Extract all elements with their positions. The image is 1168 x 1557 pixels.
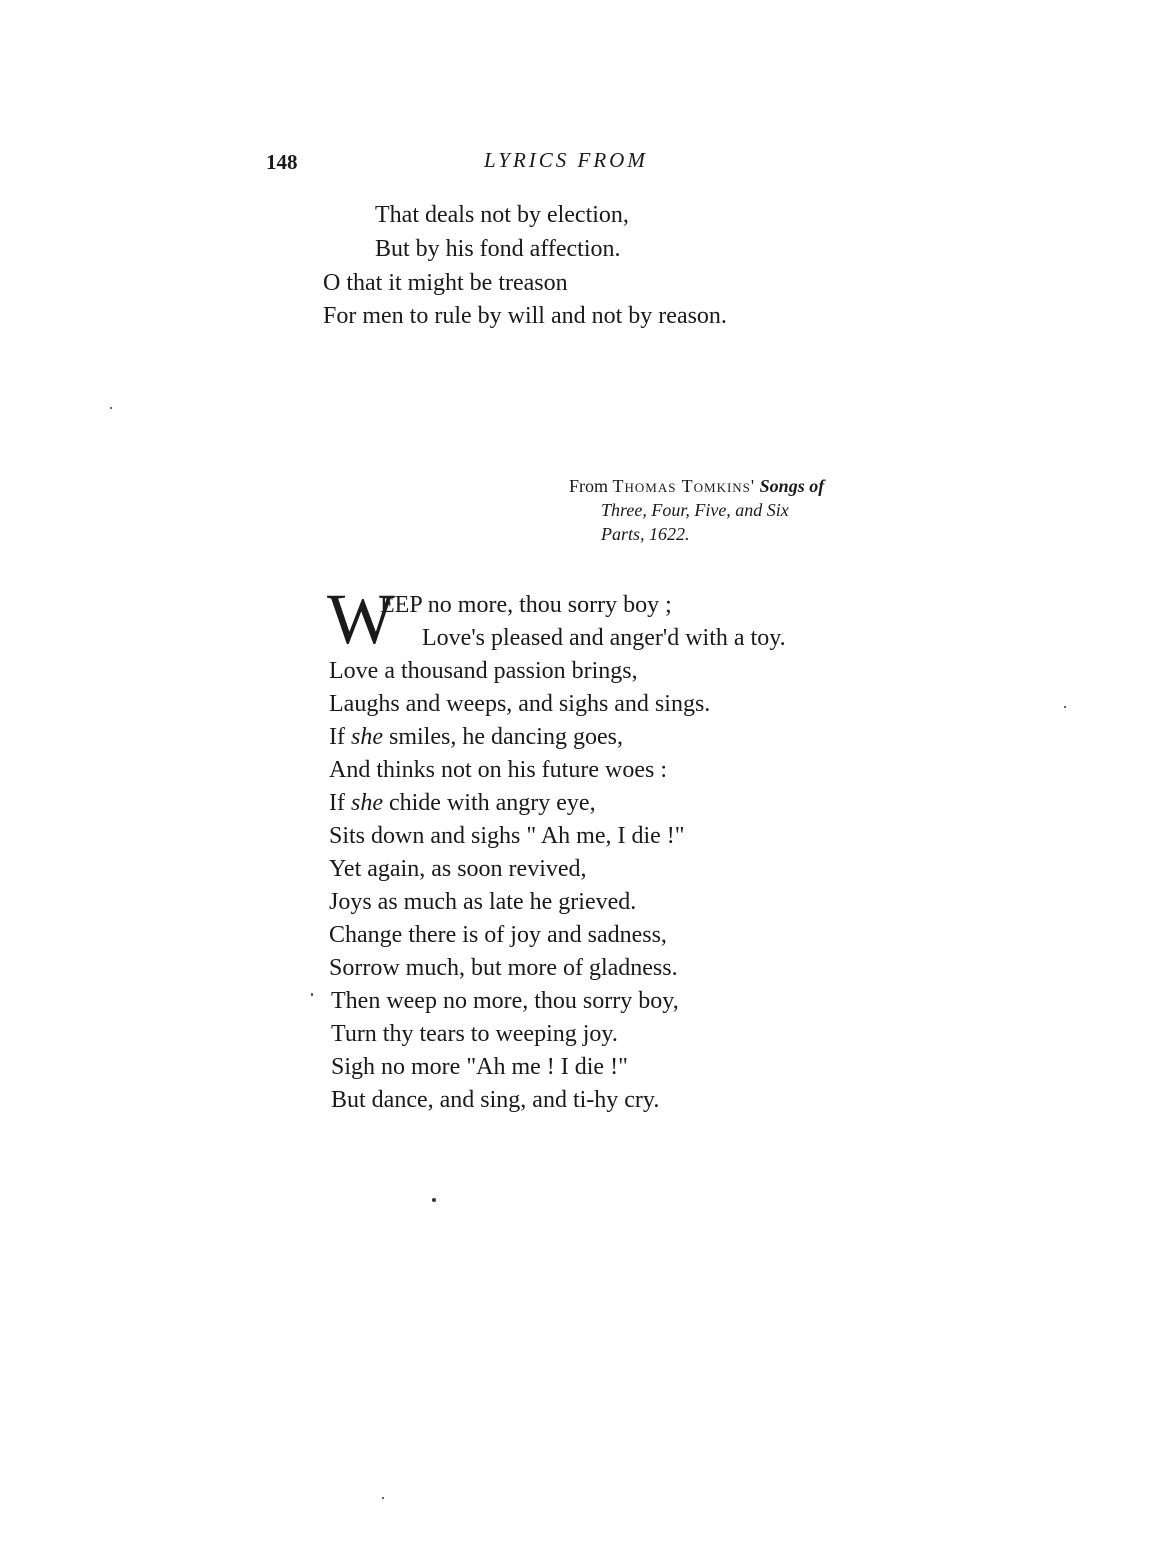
poem-line: Laughs and weeps, and sighs and sings.: [329, 691, 711, 717]
attribution: [569, 474, 824, 546]
running-head: LYRICS FROM: [484, 148, 648, 172]
poem-line: Sorrow much, but more of gladness.: [329, 955, 678, 981]
poem-line-emphasis: she: [350, 790, 383, 816]
poem-line: That deals not by election,: [375, 202, 629, 228]
scan-speck: [1064, 706, 1066, 708]
poem-line: But by his fond affection.: [375, 236, 621, 262]
poem-line: Turn thy tears to weeping joy.: [331, 1021, 618, 1047]
scan-speck: [432, 1198, 436, 1202]
poem-line: Love a thousand passion brings,: [329, 658, 638, 684]
attribution-title: Songs of: [759, 476, 825, 496]
poem-line: Love's pleased and anger'd with a toy.: [422, 625, 786, 651]
dropcap: W: [327, 579, 395, 659]
attribution-parts: Parts,: [601, 524, 645, 544]
poem-line-text: chide with angry eye,: [382, 790, 596, 816]
scan-speck: [382, 1497, 384, 1499]
scan-speck: [311, 993, 313, 996]
poem-line: O that it might be treason: [323, 270, 568, 296]
poem-line: And thinks not on his future woes :: [329, 757, 667, 783]
attribution-year: 1622.: [649, 524, 690, 544]
poem-line: For men to rule by will and not by reason.: [323, 303, 727, 329]
poem-line: [329, 791, 596, 815]
poem-line: Joys as much as late he grieved.: [329, 889, 637, 915]
poem-line-text: smiles, he dancing goes,: [382, 724, 623, 750]
poem-line: Sigh no more "Ah me ! I die !": [331, 1054, 628, 1080]
poem-line-emphasis: she: [350, 724, 383, 750]
poem-line: Then weep no more, thou sorry boy,: [331, 988, 679, 1014]
poem-line-text: If: [329, 790, 351, 816]
poem-line: Sits down and sighs " Ah me, I die !": [329, 823, 685, 849]
attribution-from: From: [569, 476, 609, 496]
attribution-parts-line: [569, 522, 824, 546]
poem-line: Change there is of joy and sadness,: [329, 922, 667, 948]
poem-line: Yet again, as soon revived,: [329, 856, 587, 882]
page-number: 148: [266, 150, 298, 174]
poem-line-text: If: [329, 724, 351, 750]
poem-line: EEP no more, thou sorry boy ;: [380, 592, 672, 618]
poem-line: [329, 725, 623, 749]
attribution-title-cont: Three, Four, Five, and Six: [601, 500, 789, 520]
attribution-author: Thomas Tomkins': [612, 476, 756, 496]
poem-line: But dance, and sing, and ti-hy cry.: [331, 1087, 660, 1113]
scan-speck: [110, 407, 112, 409]
